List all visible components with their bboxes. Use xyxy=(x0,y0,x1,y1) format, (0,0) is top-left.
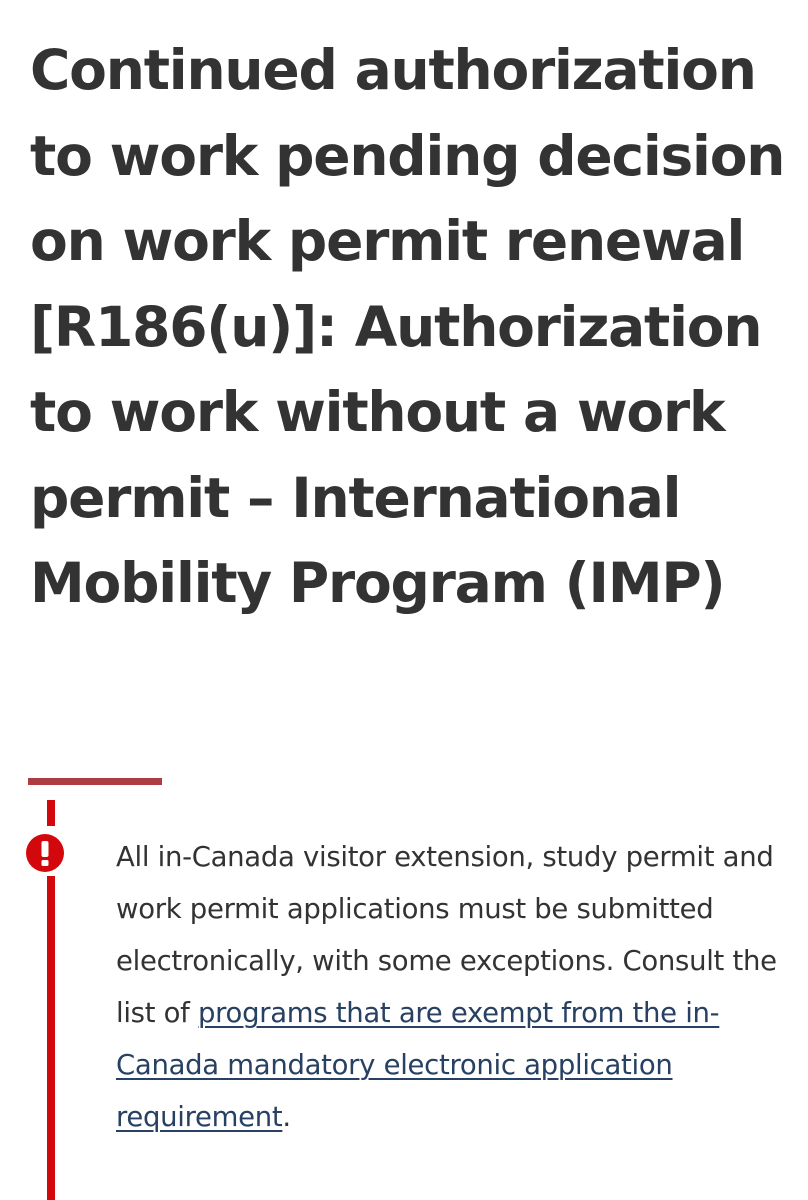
title-underline xyxy=(28,778,162,785)
exempt-programs-link[interactable]: programs that are exempt from the in-Canada mandatory electronic application requirement xyxy=(116,997,720,1133)
alert-box xyxy=(0,800,808,1200)
exclamation-icon xyxy=(26,834,64,872)
page-title: Continued authorization to work pending decision on work permit renewal [R186(u)]: Authorization to work without a work permit – International Mobility Program (IMP) xyxy=(30,38,785,615)
alert-message xyxy=(116,831,788,1143)
alert-bar-top xyxy=(47,800,55,826)
alert-text-after: . xyxy=(282,1101,291,1133)
alert-text-before: All in-Canada visitor extension, study permit and work permit applications must be submitted electronically, with some exceptions. Consult the list of xyxy=(116,841,777,1029)
alert-bar xyxy=(47,876,55,1200)
